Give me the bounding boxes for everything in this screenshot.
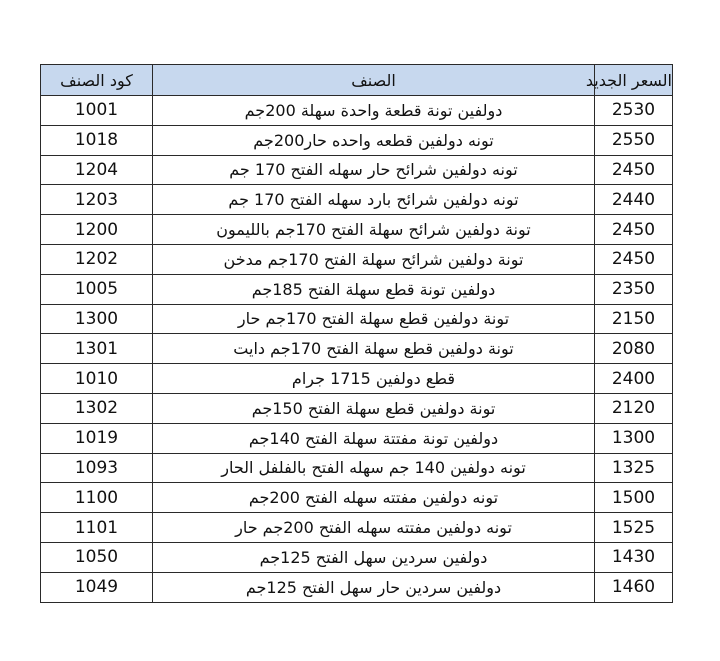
price-table (40, 64, 673, 603)
item-name-cell: تونة دولفين قطع سهلة الفتح 170جم حار (153, 304, 595, 334)
table-row (41, 334, 673, 364)
table-row (41, 304, 673, 334)
item-name-cell: تونه دولفين مفتته سهله الفتح 200جم حار (153, 513, 595, 543)
table-row (41, 393, 673, 423)
price-cell: 1500 (595, 483, 673, 513)
price-list-sheet (40, 64, 672, 603)
price-cell: 2400 (595, 364, 673, 394)
table-row (41, 155, 673, 185)
table-body (41, 96, 673, 603)
item-name-cell: دولفين سردين سهل الفتح 125جم (153, 542, 595, 572)
price-cell: 2120 (595, 393, 673, 423)
item-name-cell: دولفين تونة قطعة واحدة سهلة 200جم (153, 96, 595, 126)
table-row (41, 185, 673, 215)
item-name-cell: تونه دولفين 140 جم سهله الفتح بالفلفل الحار (153, 453, 595, 483)
item-name-cell: تونه دولفين مفتته سهله الفتح 200جم (153, 483, 595, 513)
table-row (41, 215, 673, 245)
item-name-cell: قطع دولفين 1715 جرام (153, 364, 595, 394)
table-row (41, 513, 673, 543)
price-cell: 1325 (595, 453, 673, 483)
item-code-cell: 1202 (41, 244, 153, 274)
item-code-cell: 1301 (41, 334, 153, 364)
table-row (41, 572, 673, 602)
table-header-row (41, 65, 673, 96)
item-code-cell: 1019 (41, 423, 153, 453)
price-cell: 1430 (595, 542, 673, 572)
item-code-cell: 1300 (41, 304, 153, 334)
header-item-code: كود الصنف (41, 65, 153, 96)
item-code-cell: 1050 (41, 542, 153, 572)
item-name-cell: تونة دولفين قطع سهلة الفتح 150جم (153, 393, 595, 423)
item-code-cell: 1010 (41, 364, 153, 394)
item-name-cell: تونة دولفين شرائح سهلة الفتح 170جم مدخن (153, 244, 595, 274)
item-name-cell: تونه دولفين شرائح حار سهله الفتح 170 جم (153, 155, 595, 185)
table-row (41, 274, 673, 304)
item-code-cell: 1005 (41, 274, 153, 304)
table-row (41, 96, 673, 126)
price-cell: 2530 (595, 96, 673, 126)
table-row (41, 542, 673, 572)
price-cell: 1300 (595, 423, 673, 453)
item-code-cell: 1049 (41, 572, 153, 602)
item-name-cell: تونه دولفين قطعه واحده حار200جم (153, 125, 595, 155)
item-code-cell: 1018 (41, 125, 153, 155)
price-cell: 2450 (595, 155, 673, 185)
item-name-cell: تونة دولفين شرائح سهلة الفتح 170جم بالليمون (153, 215, 595, 245)
table-row (41, 125, 673, 155)
price-cell: 1460 (595, 572, 673, 602)
price-cell: 2440 (595, 185, 673, 215)
price-cell: 2450 (595, 244, 673, 274)
price-cell: 2350 (595, 274, 673, 304)
item-name-cell: دولفين سردين حار سهل الفتح 125جم (153, 572, 595, 602)
price-cell: 2080 (595, 334, 673, 364)
price-cell: 1525 (595, 513, 673, 543)
item-code-cell: 1001 (41, 96, 153, 126)
table-row (41, 364, 673, 394)
item-name-cell: دولفين تونة قطع سهلة الفتح 185جم (153, 274, 595, 304)
price-cell: 2150 (595, 304, 673, 334)
item-code-cell: 1100 (41, 483, 153, 513)
item-code-cell: 1302 (41, 393, 153, 423)
item-code-cell: 1101 (41, 513, 153, 543)
item-code-cell: 1200 (41, 215, 153, 245)
item-name-cell: دولفين تونة مفتتة سهلة الفتح 140جم (153, 423, 595, 453)
header-new-price: السعر الجديد (595, 65, 673, 96)
item-code-cell: 1203 (41, 185, 153, 215)
item-code-cell: 1093 (41, 453, 153, 483)
price-cell: 2450 (595, 215, 673, 245)
header-item-name: الصنف (153, 65, 595, 96)
table-row (41, 244, 673, 274)
item-code-cell: 1204 (41, 155, 153, 185)
table-row (41, 483, 673, 513)
item-name-cell: تونه دولفين شرائح بارد سهله الفتح 170 جم (153, 185, 595, 215)
table-row (41, 423, 673, 453)
table-row (41, 453, 673, 483)
price-cell: 2550 (595, 125, 673, 155)
item-name-cell: تونة دولفين قطع سهلة الفتح 170جم دايت (153, 334, 595, 364)
